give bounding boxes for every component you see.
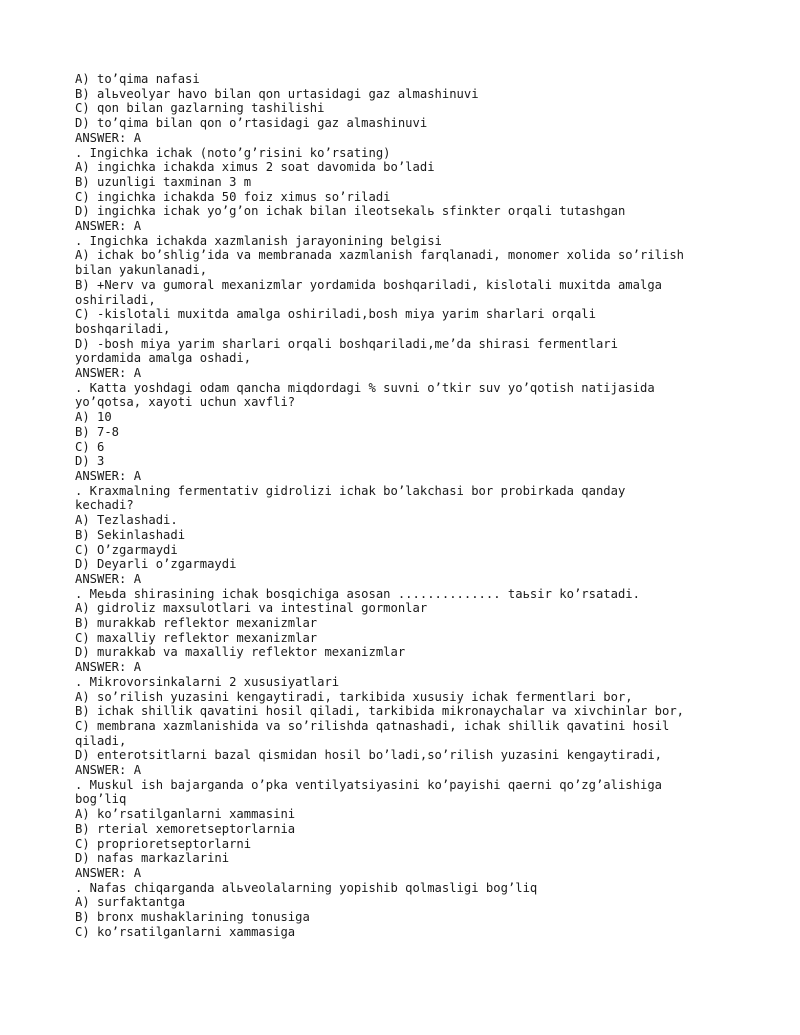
question-line: . Muskul ish bajarganda o’pka ventilyatsiyasini ko’payishi qaerni qo’zg’alishiga xyxy=(75,777,662,792)
option-line: B) murakkab reflektor mexanizmlar xyxy=(75,616,318,631)
text-line: yo’qotsa, xayoti uchun xavfli? xyxy=(75,395,296,410)
option-line: D) nafas markazlarini xyxy=(75,851,230,866)
option-line: A) to’qima nafasi xyxy=(75,72,200,86)
document-page xyxy=(75,72,775,939)
option-line: A) gidroliz maxsulotlari va intestinal gormonlar xyxy=(75,601,428,616)
answer-line: ANSWER: A xyxy=(75,571,142,586)
option-line: A) surfaktantga xyxy=(75,895,186,910)
option-line: D) murakkab va maxalliy reflektor mexanizmlar xyxy=(75,645,406,660)
option-line: D) -bosh miya yarim sharlari orqali boshqariladi,me’da shirasi fermentlari xyxy=(75,336,618,351)
option-line: D) 3 xyxy=(75,454,105,469)
text-line: kechadi? xyxy=(75,498,134,513)
option-line: C) qon bilan gazlarning tashilishi xyxy=(75,101,325,116)
option-line: B) Sekinlashadi xyxy=(75,527,186,542)
option-line: C) ko’rsatilganlarni xammasiga xyxy=(75,924,296,939)
option-line: C) maxalliy reflektor mexanizmlar xyxy=(75,630,318,645)
option-line: D) to’qima bilan qon o’rtasidagi gaz almashinuvi xyxy=(75,116,428,131)
option-line: A) ko’rsatilganlarni xammasini xyxy=(75,807,296,822)
text-line: yordamida amalga oshadi, xyxy=(75,351,252,366)
option-line: A) Tezlashadi. xyxy=(75,513,178,528)
question-line: . Ingichka ichakda xazmlanish jarayonining belgisi xyxy=(75,233,442,248)
option-line: B) 7-8 xyxy=(75,424,120,439)
option-line: C) -kislotali muxitda amalga oshiriladi,bosh miya yarim sharlari orqali xyxy=(75,307,596,322)
option-line: B) +Nerv va gumoral mexanizmlar yordamida boshqariladi, kislotali muxitda amalga xyxy=(75,277,662,292)
text-line: qiladi, xyxy=(75,733,127,748)
question-line: . Katta yoshdagi odam qancha miqdordagi % suvni o’tkir suv yo’qotish natijasida xyxy=(75,380,655,395)
option-line: C) membrana xazmlanishida va so’rilishda qatnashadi, ichak shillik qavatini hosil xyxy=(75,718,670,733)
option-line: B) uzunligi taxminan 3 m xyxy=(75,174,252,189)
text-line: bilan yakunlanadi, xyxy=(75,263,208,278)
option-line: D) Deyarli o’zgarmaydi xyxy=(75,557,237,572)
answer-line: ANSWER: A xyxy=(75,468,142,483)
option-line: D) ingichka ichak yo’g’on ichak bilan ileotsekalь sfinkter orqali tutashgan xyxy=(75,204,626,219)
question-line: . Meьda shirasining ichak bosqichiga asosan .............. taьsir ko’rsatadi. xyxy=(75,586,640,601)
option-line: B) ichak shillik qavatini hosil qiladi, tarkibida mikronaychalar va xivchinlar bor, xyxy=(75,704,685,719)
option-line: C) O’zgarmaydi xyxy=(75,542,178,557)
option-line: A) ichak bo’shlig’ida va membranada xazmlanish farqlanadi, monomer xolida so’rilish xyxy=(75,248,685,263)
text-line: boshqariladi, xyxy=(75,321,171,336)
option-line: D) enterotsitlarni bazal qismidan hosil bo’ladi,so’rilish yuzasini kengaytiradi, xyxy=(75,748,662,763)
answer-line: ANSWER: A xyxy=(75,865,142,880)
question-line: . Kraxmalning fermentativ gidrolizi ichak bo’lakchasi bor probirkada qanday xyxy=(75,483,626,498)
option-line: C) proprioretseptorlarni xyxy=(75,836,252,851)
answer-line: ANSWER: A xyxy=(75,660,142,675)
option-line: A) ingichka ichakda ximus 2 soat davomida bo’ladi xyxy=(75,160,435,175)
option-line: A) 10 xyxy=(75,410,112,425)
option-line: B) bronx mushaklarining tonusiga xyxy=(75,910,310,925)
answer-line: ANSWER: A xyxy=(75,219,142,234)
answer-line: ANSWER: A xyxy=(75,366,142,381)
answer-line: ANSWER: A xyxy=(75,763,142,778)
option-line: A) so’rilish yuzasini kengaytiradi, tarkibida xususiy ichak fermentlari bor, xyxy=(75,689,633,704)
text-line: bog’liq xyxy=(75,792,127,807)
option-line: C) 6 xyxy=(75,439,105,454)
question-line: . Ingichka ichak (noto’g’risini ko’rsating) xyxy=(75,145,391,160)
option-line: C) ingichka ichakda 50 foiz ximus so’riladi xyxy=(75,189,391,204)
question-line: . Nafas chiqarganda alьveolalarning yopishib qolmasligi bog’liq xyxy=(75,880,538,895)
question-line: . Mikrovorsinkalarni 2 xususiyatlari xyxy=(75,674,340,689)
text-line: oshiriladi, xyxy=(75,292,156,307)
answer-line: ANSWER: A xyxy=(75,130,142,145)
option-line: B) rterial xemoretseptorlarnia xyxy=(75,821,296,836)
option-line: B) alьveolyar havo bilan qon urtasidagi gaz almashinuvi xyxy=(75,86,479,101)
